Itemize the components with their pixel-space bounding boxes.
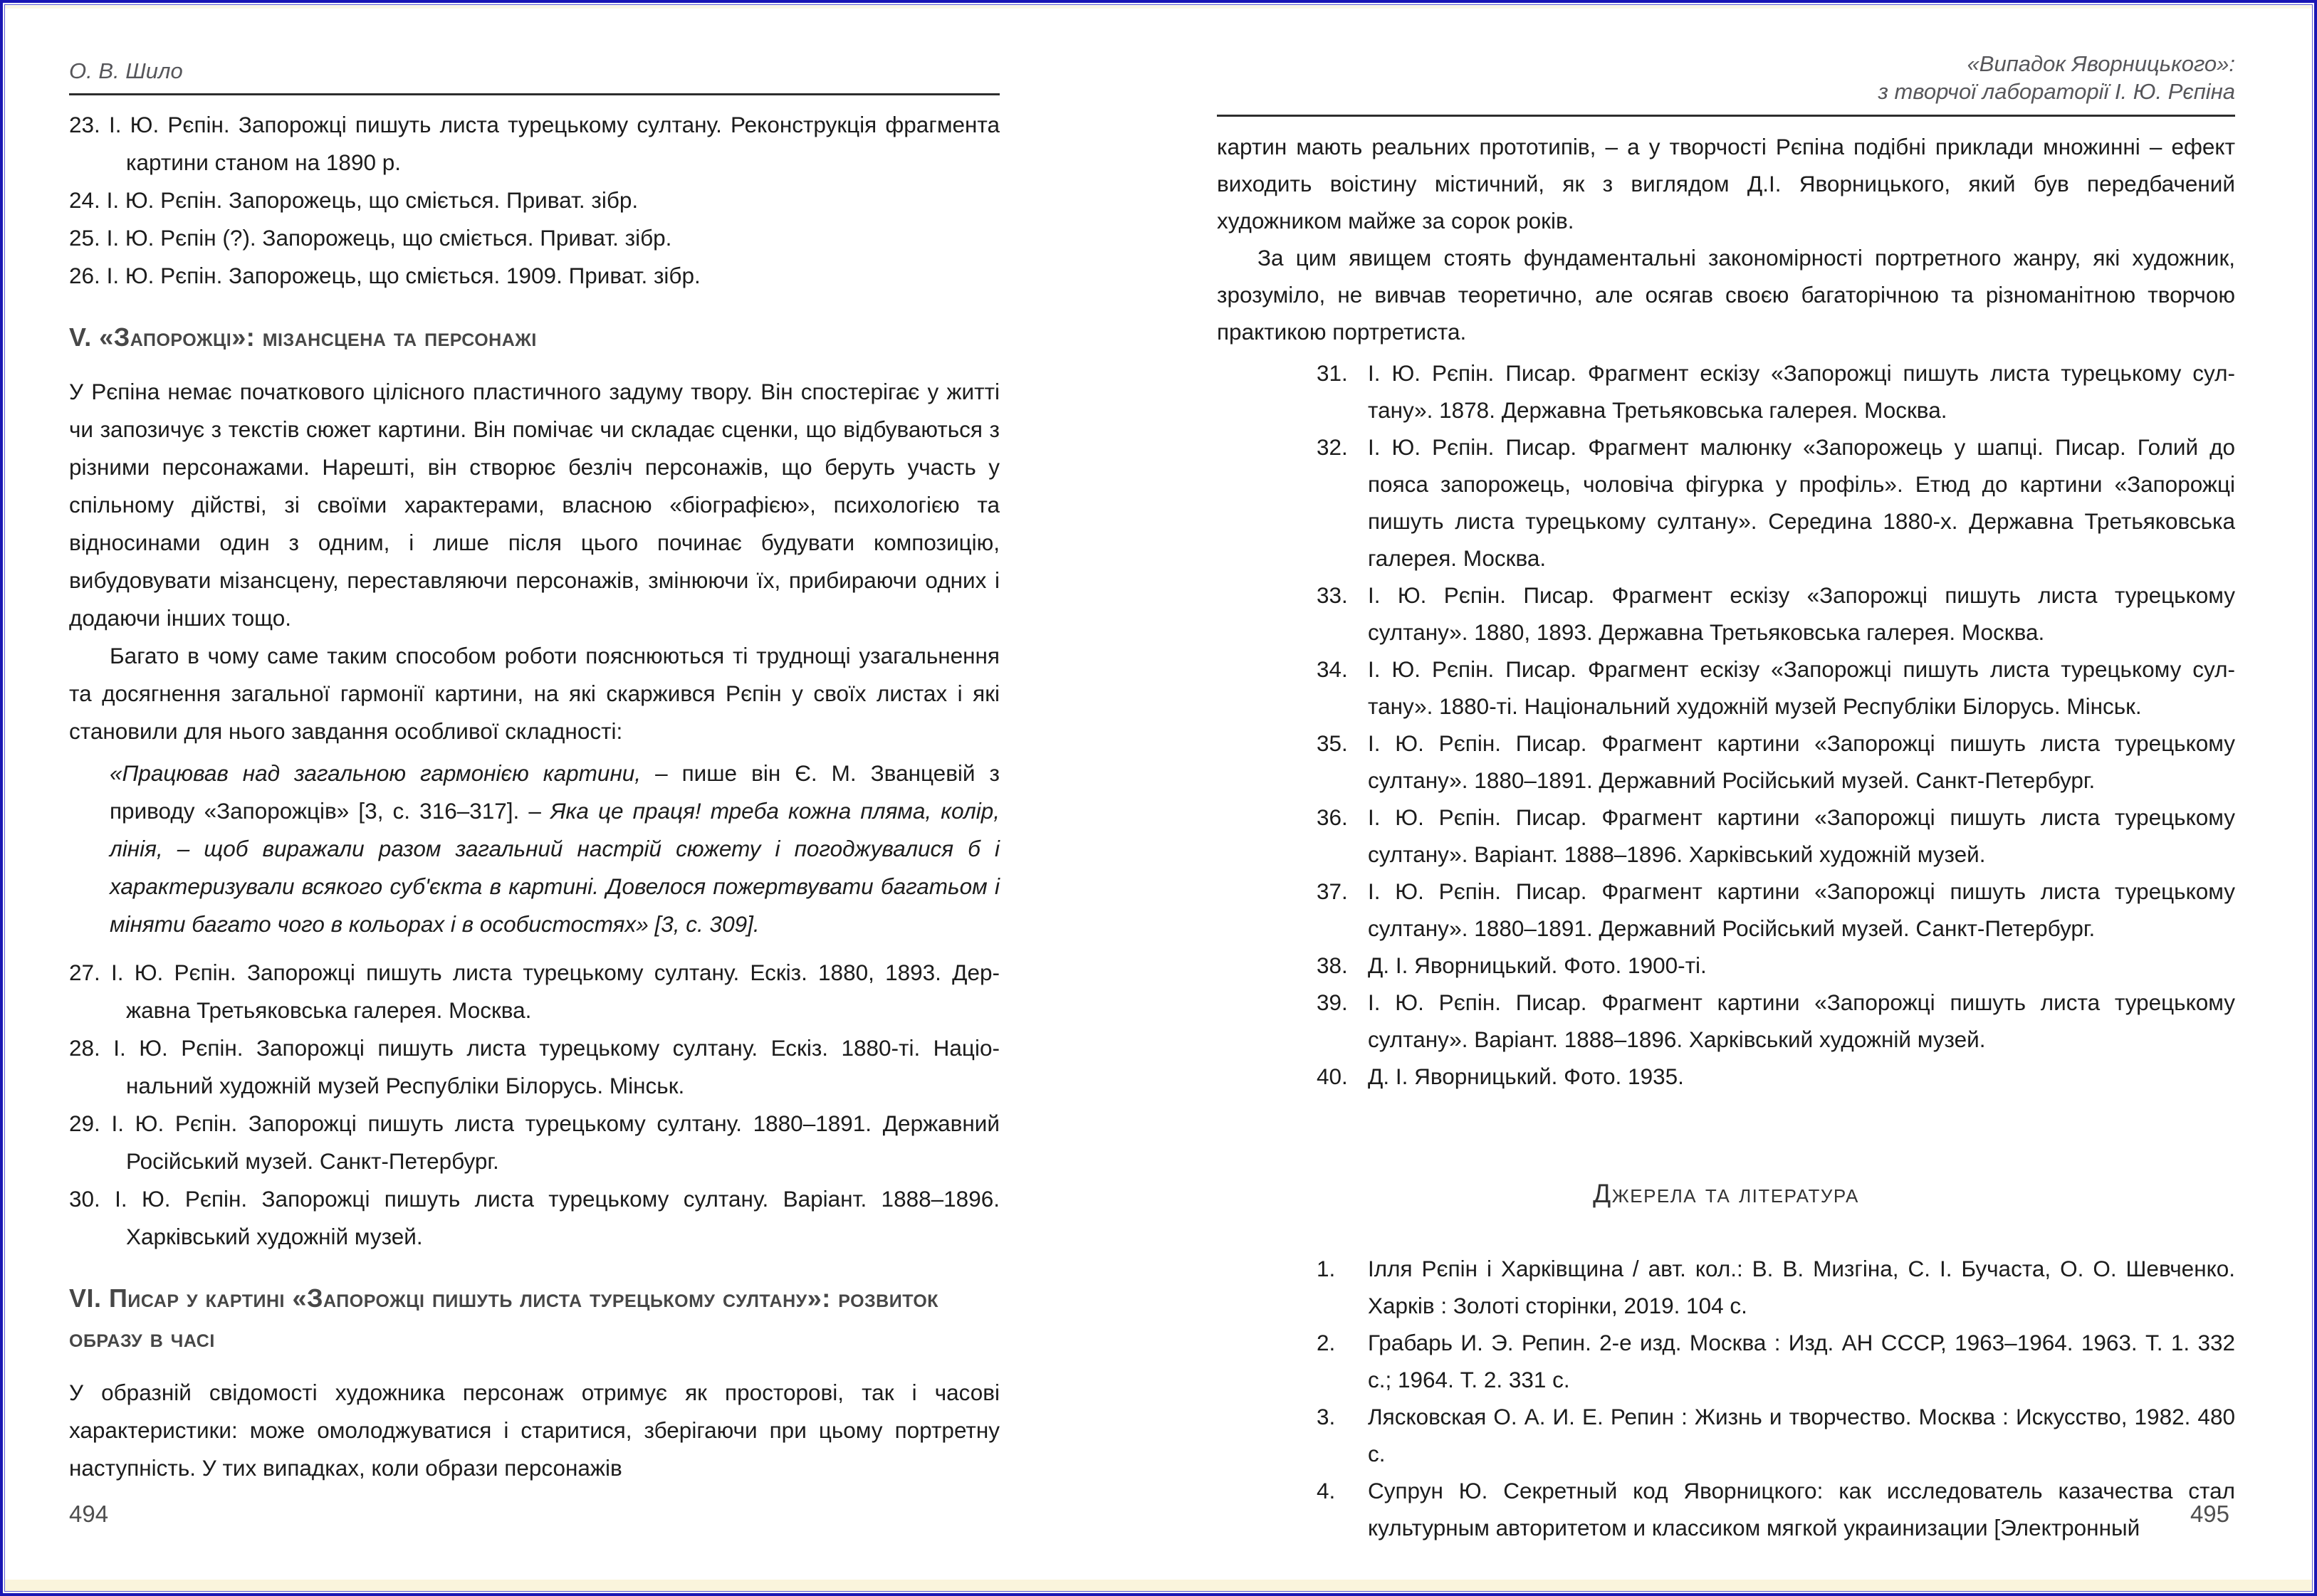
reference-number: 3. <box>1317 1404 1336 1429</box>
figure-list-item <box>69 182 1000 219</box>
figure-caption: І. Ю. Рєпін. Запорожці пишуть листа турецькому султану. Ескіз. 1880, 1893. Державна Третьяковська галерея. Москва. <box>111 960 1000 1023</box>
reference-text: Ілля Рєпін і Харківщина / авт. кол.: В. В. Мизгіна, С. І. Бучаста, О. О. Шевченко. Харків : Золоті сторінки, 2019. 104 с. <box>1368 1256 2235 1318</box>
section-vi-paragraph: У образній свідомості художника персонаж отримує як просторові, так і часові характеристики: може омолоджуватися і старитися, зберігаючи при цьому портретну наступність. У тих випадках, коли образи персонажів <box>69 1380 1000 1481</box>
figure-caption: І. Ю. Рєпін. Писар. Фрагмент картини «Запорожці пишуть листа турецькому султану». 1880–1891. Державний Російський музей. Санкт-Петербург. <box>1368 878 2235 941</box>
figure-caption: Д. І. Яворницький. Фото. 1900-ті. <box>1368 952 1707 978</box>
section-vi-heading: VI. Писар у картині «Запорожці пишуть листа турецькому султану»: розвиток образу в часі <box>69 1283 939 1353</box>
references-list <box>1217 1250 2235 1546</box>
figure-caption: І. Ю. Рєпін. Запорожці пишуть листа турецькому султану. 1880–1891. Державний Російський музей. Санкт-Петербург. <box>111 1111 1000 1174</box>
figure-caption: І. Ю. Рєпін. Писар. Фрагмент ескізу «Запорожці пишуть листа турецькому султану». 1880-ті. Національний художній музей Республіки Білорусь. Мінськ. <box>1368 656 2235 719</box>
section-v-paragraph-1: У Рєпіна немає початкового цілісного пластичного задуму твору. Він спостерігає у житті чи запозичує з текстів сюжет картини. Він помічає чи складає сценки, що відбуваються з різними персонажами. Нарешті, він створює безліч персонажів, що беруть участь у спільному дійстві, зі своїми характерами, власною «біографією», психологією та відносинами один з одним, і лише після цього починає будувати композицію, вибудовувати мізансцену, переставляючи персонажів, змінюючи їх, прибираючи одних і додаючи інших тощо. <box>69 379 1000 631</box>
figure-list-23-26 <box>69 106 1000 295</box>
figure-list-item <box>1317 947 2235 984</box>
quote-italic-segment: Яка це праця! треба кожна пляма, колір, лінія, – щоб виражали разом загальний настрій сюжету і погоджувалися б і характеризували всякого суб'єкта в картині. Довелося пожертвувати багатьом і міняти багато чого в кольорах і в особистостях» [3, с. 309]. <box>110 798 1000 937</box>
page-number-left: 494 <box>69 1501 109 1527</box>
figure-list-item <box>69 219 1000 257</box>
figure-number: 40. <box>1317 1064 1348 1089</box>
body-paragraph-2: За цим явищем стоять фундаментальні закономірності портретного жанру, які художник, зрозуміло, не вивчав теоретично, але осягав своєю багаторічною та різноманітною творчою практикою портретиста. <box>1217 245 2235 345</box>
reference-item <box>1317 1398 2235 1472</box>
figure-list-item <box>1317 984 2235 1058</box>
page-right <box>1217 43 2235 1546</box>
figure-caption: Д. І. Яворницький. Фото. 1935. <box>1368 1064 1684 1089</box>
figure-number: 34. <box>1317 656 1348 682</box>
figure-list-item <box>69 257 1000 295</box>
reference-item <box>1317 1324 2235 1398</box>
running-head-article-title <box>1217 43 2235 105</box>
figure-caption: І. Ю. Рєпін. Запорожці пишуть листа турецькому султану. Ескіз. 1880-ті. Національний художній музей Республіки Білорусь. Мінськ. <box>113 1035 1000 1098</box>
figure-number: 36. <box>1317 804 1348 830</box>
figure-list-item <box>69 1029 1000 1105</box>
running-head-author: О. В. Шило <box>69 58 183 83</box>
block-quote <box>110 755 1000 943</box>
figure-caption: І. Ю. Рєпін. Запорожець, що сміється. 1909. Приват. зібр. <box>106 263 701 288</box>
figure-list-item <box>1317 355 2235 429</box>
page-left <box>69 43 1000 1487</box>
figure-list-item <box>1317 429 2235 577</box>
figure-list-item <box>1317 799 2235 873</box>
figure-number: 32. <box>1317 434 1348 460</box>
figure-list-31-40 <box>1217 355 2235 1095</box>
figure-caption: І. Ю. Рєпін. Писар. Фрагмент малюнку «Запорожець у шапці. Писар. Голий до пояса запорожець, чоловіча фігурка у профіль». Етюд до картини «Запорожці пишуть листа турецькому султану». Середина 1880-х. Державна Третьяковська галерея. Москва. <box>1368 434 2235 571</box>
reference-number: 4. <box>1317 1478 1336 1503</box>
figure-caption: І. Ю. Рєпін. Писар. Фрагмент картини «Запорожці пишуть листа турецькому султану». 1880–1891. Державний Російський музей. Санкт-Петербург. <box>1368 730 2235 793</box>
figure-number: 28. <box>69 1035 100 1061</box>
figure-number: 25. <box>69 225 100 251</box>
figure-number: 39. <box>1317 989 1348 1015</box>
figure-list-item <box>1317 1058 2235 1095</box>
figure-caption: І. Ю. Рєпін. Запорожець, що сміється. Приват. зібр. <box>106 187 639 213</box>
section-v-heading: V. «Запорожці»: мізансцена та персонажі <box>69 322 537 352</box>
header-rule-right <box>1217 115 2235 117</box>
figure-list-item <box>69 1105 1000 1180</box>
page-number-right: 495 <box>2190 1501 2229 1527</box>
figure-number: 24. <box>69 187 100 213</box>
figure-caption: І. Ю. Рєпін. Запорожці пишуть листа турецькому султану. Варіант. 1888–1896. Харківський художній музей. <box>115 1186 1000 1249</box>
reference-text: Супрун Ю. Секретный код Яворницкого: как исследователь казачества стал культурным авторитетом и классиком мягкой украинизации [Электронный <box>1368 1478 2235 1540</box>
figure-number: 33. <box>1317 582 1348 608</box>
figure-caption: І. Ю. Рєпін. Писар. Фрагмент картини «Запорожці пишуть листа турецькому султану». Варіант. 1888–1896. Харківський художній музей. <box>1368 804 2235 867</box>
figure-number: 30. <box>69 1186 100 1212</box>
header-rule-left <box>69 93 1000 95</box>
figure-number: 27. <box>69 960 100 985</box>
figure-number: 23. <box>69 112 100 137</box>
figure-list-item <box>69 106 1000 182</box>
bottom-tint-strip <box>5 1580 2312 1591</box>
running-head-line-1: «Випадок Яворницького»: <box>1967 51 2235 76</box>
figure-list-item <box>1317 577 2235 651</box>
figure-number: 35. <box>1317 730 1348 756</box>
reference-text: Лясковская О. А. И. Е. Репин : Жизнь и творчество. Москва : Искусство, 1982. 480 с. <box>1368 1404 2235 1466</box>
reference-number: 1. <box>1317 1256 1336 1281</box>
sources-heading: Джерела та література <box>1593 1179 1859 1208</box>
reference-item <box>1317 1250 2235 1324</box>
reference-number: 2. <box>1317 1330 1336 1355</box>
figure-list-item <box>69 954 1000 1029</box>
section-v-paragraph-2: Багато в чому саме таким способом роботи пояснюються ті труднощі узагальнення та досягнення загальної гармонії картини, на які скаржився Рєпін у своїх листах і які становили для нього завдання особливої складності: <box>69 643 1000 744</box>
figure-number: 38. <box>1317 952 1348 978</box>
figure-caption: І. Ю. Рєпін. Запорожці пишуть листа турецькому султану. Реконструкція фрагмента картини станом на 1890 р. <box>108 112 1000 175</box>
figure-number: 31. <box>1317 360 1348 386</box>
figure-number: 29. <box>69 1111 100 1136</box>
reference-text: Грабарь И. Э. Репин. 2-е изд. Москва : Изд. АН СССР, 1963–1964. 1963. Т. 1. 332 с.; 1964. Т. 2. 331 с. <box>1368 1330 2235 1392</box>
body-paragraph-1: картин мають реальних прототипів, – а у творчості Рєпіна подібні приклади множинні – ефект виходить воістину містичний, як з виглядом Д.І. Яворницького, який був передбачений художником майже за сорок років. <box>1217 134 2235 233</box>
figure-caption: І. Ю. Рєпін. Писар. Фрагмент ескізу «Запорожці пишуть листа турецькому султану». 1880, 1893. Державна Третьяковська галерея. Москва. <box>1368 582 2235 645</box>
figure-number: 37. <box>1317 878 1348 904</box>
reference-item <box>1317 1472 2235 1546</box>
figure-list-item <box>1317 873 2235 947</box>
figure-list-27-30 <box>69 954 1000 1256</box>
running-head-line-2: з творчої лабораторії І. Ю. Рєпіна <box>1878 79 2235 104</box>
top-tint-strip <box>5 5 2312 9</box>
figure-list-item <box>69 1180 1000 1256</box>
figure-number: 26. <box>69 263 100 288</box>
figure-list-item <box>1317 725 2235 799</box>
figure-caption: І. Ю. Рєпін. Писар. Фрагмент ескізу «Запорожці пишуть листа турецькому султану». 1878. Державна Третьяковська галерея. Москва. <box>1368 360 2235 423</box>
quote-attribution-segment: – пише він Є. М. Званцевій з приводу «Запорожців» [3, с. 316–317]. – <box>110 760 1000 824</box>
figure-list-item <box>1317 651 2235 725</box>
figure-caption: І. Ю. Рєпін. Писар. Фрагмент картини «Запорожці пишуть листа турецькому султану». Варіант. 1888–1896. Харківський художній музей. <box>1368 989 2235 1052</box>
quote-italic-segment: «Працював над загальною гармонією картини, <box>110 760 656 786</box>
figure-caption: І. Ю. Рєпін (?). Запорожець, що сміється. Приват. зібр. <box>106 225 672 251</box>
